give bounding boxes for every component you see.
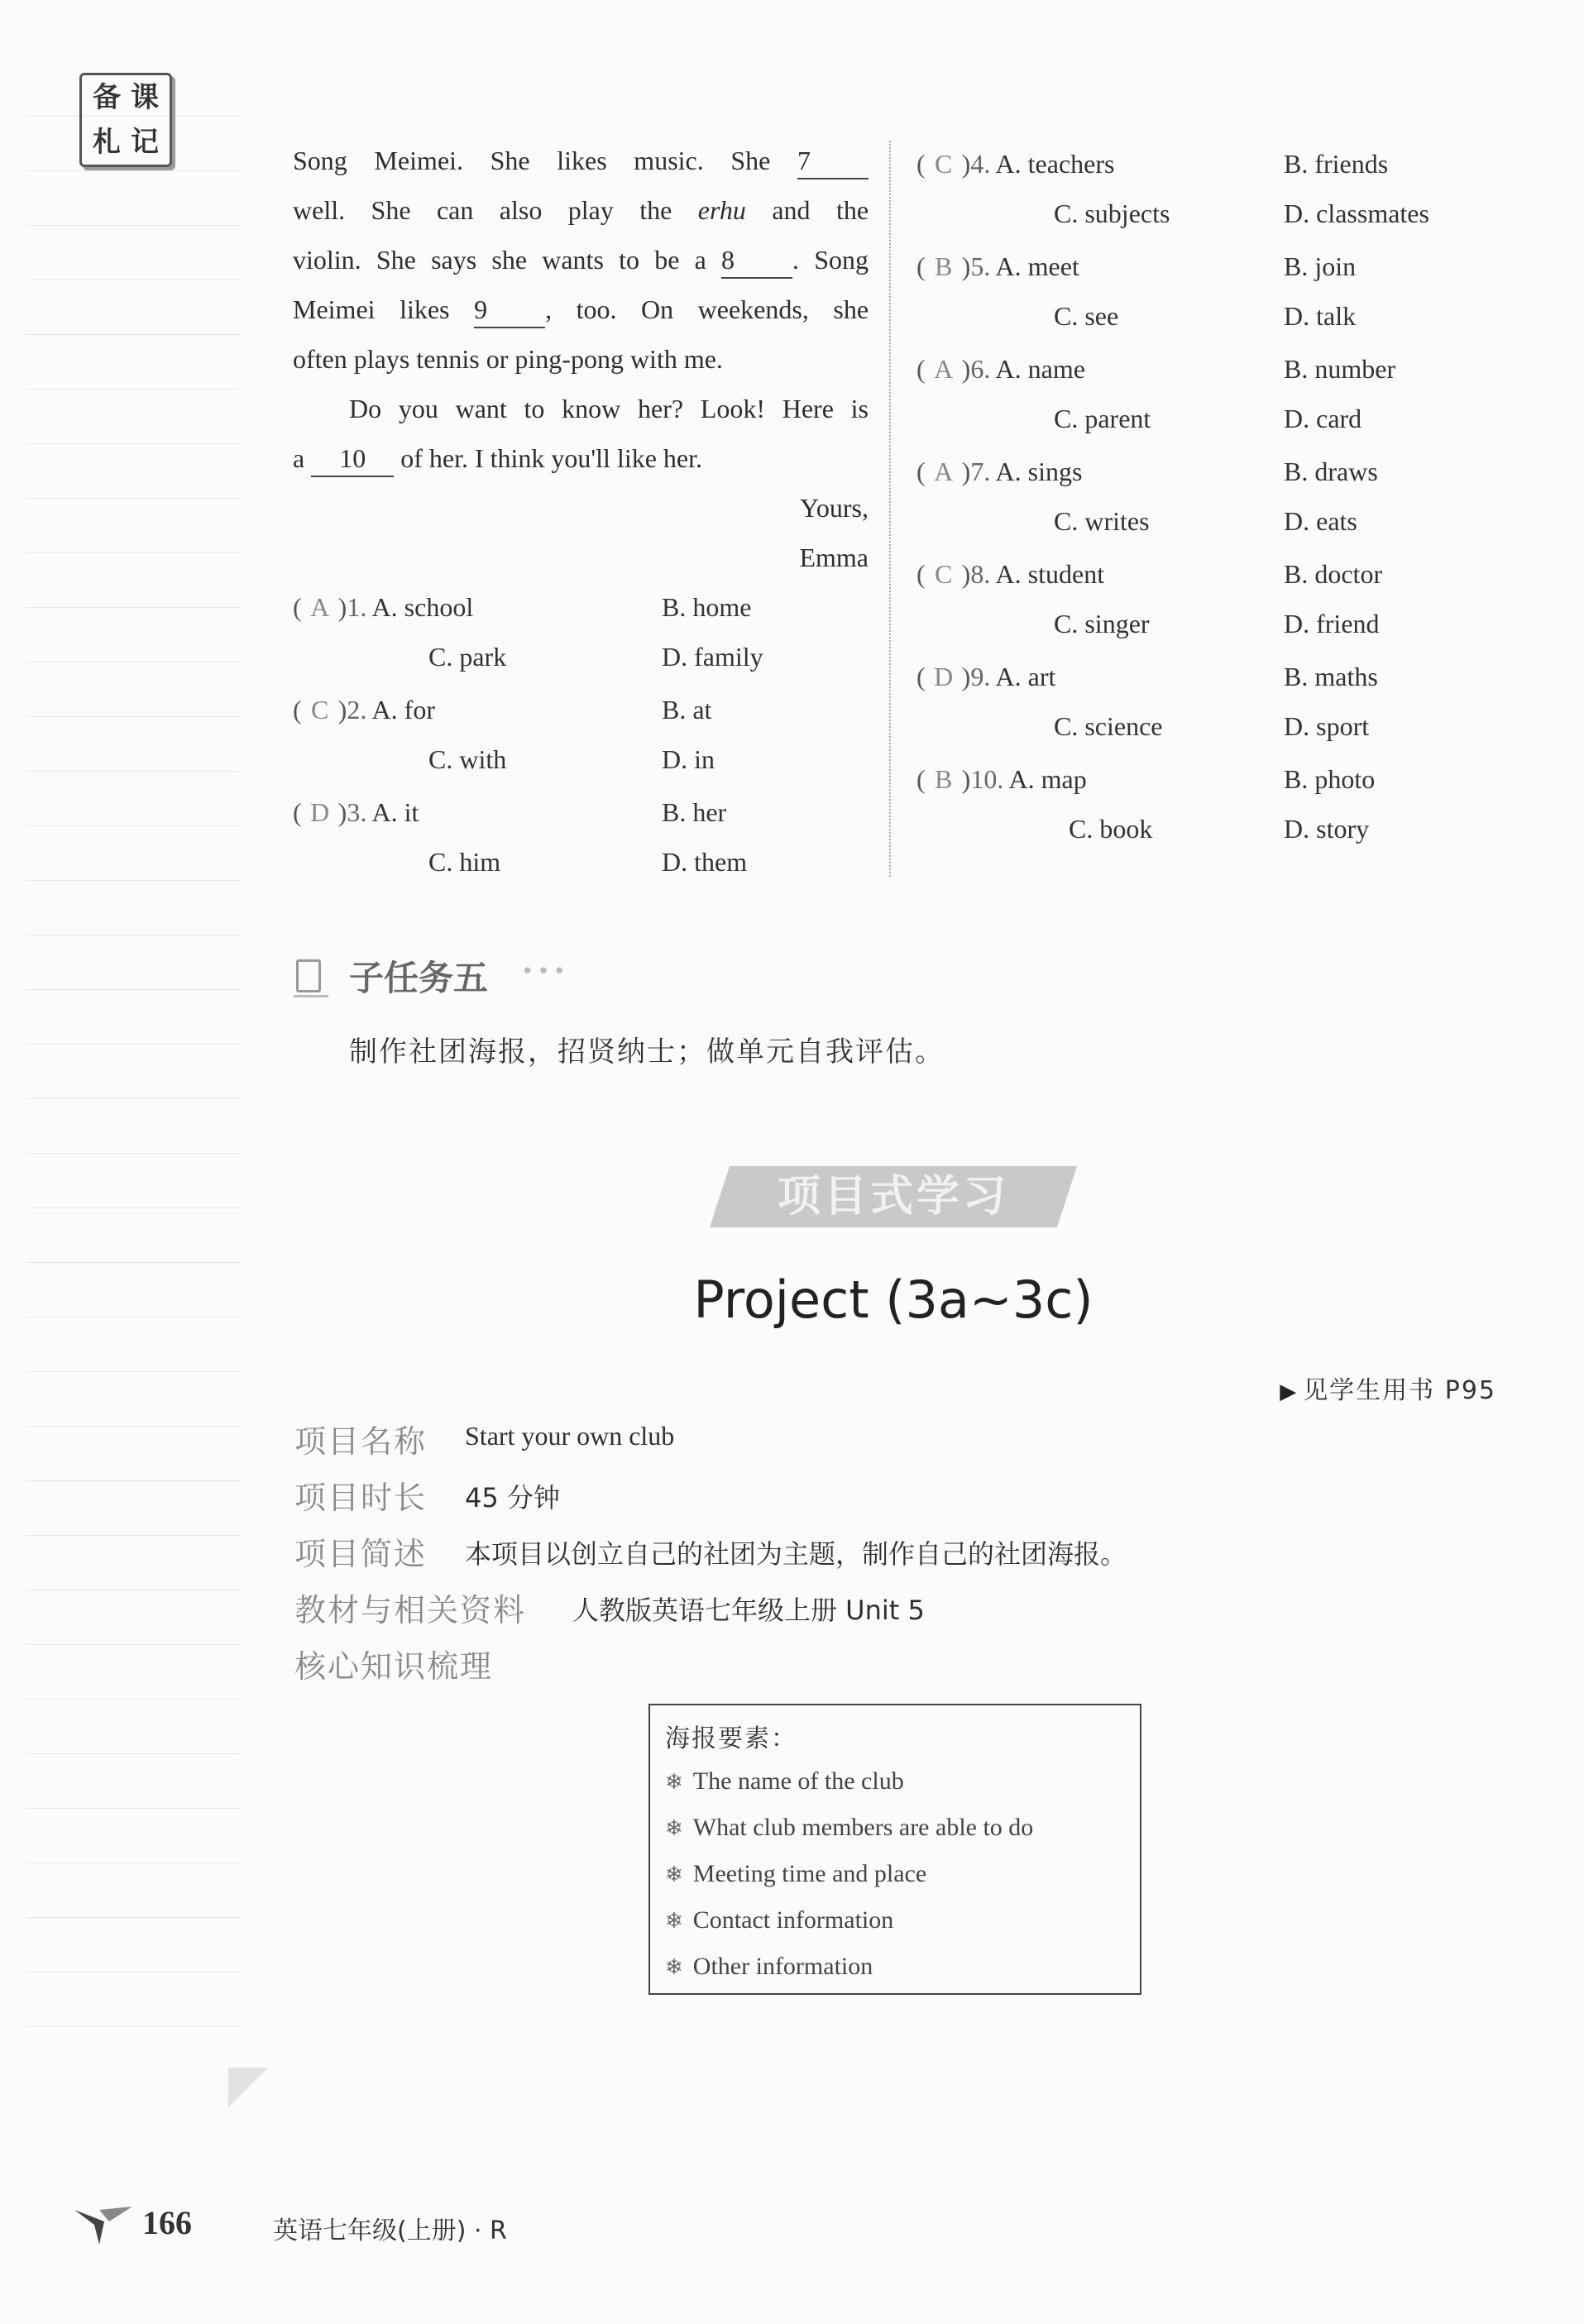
paren-open: (	[916, 559, 926, 589]
option-c: C. science	[1054, 711, 1163, 741]
snowflake-icon: ❄	[665, 1816, 683, 1840]
paren-close: )	[961, 149, 971, 179]
info-label-core-knowledge: 核心知识梳理	[294, 1648, 494, 1685]
option-b: B. join	[1284, 251, 1357, 281]
answer-letter: D	[310, 797, 330, 827]
question-number: 8.	[970, 559, 991, 589]
passage-text: , too. On weekends, she	[545, 294, 869, 324]
option-b: B. draws	[1284, 457, 1378, 486]
option-a: A. student	[995, 559, 1105, 589]
margin-rule-line	[26, 1972, 240, 1973]
passage-text: often plays tennis or ping-pong with me.	[293, 344, 723, 374]
option-a: A. art	[995, 662, 1056, 691]
poster-heading: 海报要素：	[665, 1724, 797, 1753]
question-9	[916, 660, 1055, 693]
passage-text: . Song	[792, 245, 869, 275]
subtask-description: 制作社团海报，招贤纳士；做单元自我评估。	[349, 1035, 945, 1069]
paren-close: )	[337, 797, 347, 827]
letter-closing: Yours,	[799, 493, 869, 523]
question-number: 2.	[347, 695, 367, 724]
question-10	[916, 763, 1087, 796]
subtask-dots: •••	[521, 959, 570, 984]
poster-item-text: Other information	[692, 1953, 873, 1980]
question-number: 10.	[970, 764, 1004, 794]
badge-char: 札	[93, 126, 121, 159]
option-a: A. it	[371, 797, 419, 827]
paren-close: )	[961, 251, 971, 281]
question-3	[293, 796, 419, 829]
passage-text: Song Meimei. She likes music. She	[293, 146, 771, 175]
question-5	[916, 250, 1079, 283]
option-c: C. singer	[1054, 609, 1150, 638]
option-b: B. doctor	[1284, 559, 1383, 589]
passage-italic: erhu	[697, 195, 746, 225]
info-label-duration: 项目时长	[294, 1480, 428, 1516]
margin-rule-line	[26, 607, 240, 608]
info-label-name: 项目名称	[294, 1423, 428, 1460]
question-number: 9.	[970, 662, 991, 691]
answer-letter: A	[934, 354, 954, 384]
book-title: 英语七年级(上册) · R	[273, 2216, 507, 2245]
passage-text: and the	[772, 195, 869, 225]
passage-text: Meimei likes	[293, 294, 450, 324]
answer-letter: B	[934, 251, 953, 281]
snowflake-icon: ❄	[665, 1909, 683, 1933]
margin-rule-line	[26, 1480, 240, 1481]
info-label-summary: 项目简述	[294, 1536, 428, 1572]
poster-item-text: Meeting time and place	[692, 1860, 927, 1887]
option-a: A. meet	[995, 251, 1079, 281]
page-corner-icon	[74, 2203, 132, 2245]
passage-text: a	[293, 443, 305, 473]
snowflake-icon: ❄	[665, 1955, 683, 1979]
option-b: B. at	[662, 695, 712, 724]
passage	[293, 136, 869, 582]
question-1	[293, 591, 473, 624]
option-d: D. them	[662, 847, 748, 877]
passage-text: violin. She says she wants to be a	[293, 245, 706, 275]
corner-decoration-icon	[228, 2068, 268, 2107]
margin-rule-line	[26, 170, 240, 171]
option-c: C. writes	[1054, 506, 1150, 536]
margin-rule-line	[26, 334, 240, 335]
paren-open: (	[293, 592, 302, 622]
subtask-title: 子任务五	[349, 958, 489, 998]
option-b: B. home	[662, 592, 752, 622]
passage-line	[293, 185, 869, 235]
answer-letter: C	[310, 695, 329, 724]
info-value-duration: 45 分钟	[465, 1482, 560, 1513]
poster-item	[665, 1805, 1125, 1851]
option-c: C. park	[428, 642, 507, 672]
paren-open: (	[916, 662, 926, 691]
question-7	[916, 455, 1082, 488]
margin-rule-line	[26, 989, 240, 990]
answer-letter: B	[934, 764, 953, 794]
book-icon	[296, 959, 321, 992]
option-d: D. card	[1284, 404, 1362, 433]
option-c: C. him	[428, 847, 501, 877]
project-banner-label: 项目式学习	[777, 1172, 1009, 1222]
option-d: D. eats	[1284, 506, 1357, 536]
option-d: D. story	[1284, 814, 1370, 844]
snowflake-icon: ❄	[665, 1863, 683, 1886]
notes-margin	[26, 116, 240, 2076]
margin-rule-line	[26, 1044, 240, 1045]
option-b: B. photo	[1284, 764, 1376, 794]
margin-rule-line	[26, 1699, 240, 1700]
info-value-summary: 本项目以创立自己的社团为主题，制作自己的社团海报。	[465, 1538, 1127, 1570]
passage-line	[293, 136, 869, 185]
margin-rule-line	[26, 1426, 240, 1427]
option-c: C. with	[428, 744, 507, 774]
blank-10: 10	[311, 441, 394, 477]
option-b: B. number	[1284, 354, 1396, 384]
question-number: 7.	[970, 457, 991, 486]
option-a: A. for	[371, 695, 435, 724]
question-number: 3.	[347, 797, 367, 827]
option-d: D. sport	[1284, 711, 1370, 741]
info-label-materials: 教材与相关资料	[294, 1592, 527, 1628]
margin-rule-line	[26, 716, 240, 717]
margin-rule-line	[26, 1535, 240, 1536]
badge-char: 记	[131, 126, 159, 159]
question-6	[916, 352, 1085, 385]
passage-line	[293, 433, 869, 483]
answer-letter: C	[934, 559, 953, 589]
passage-line	[293, 334, 869, 384]
margin-rule-line	[26, 880, 240, 881]
margin-rule-line	[26, 498, 240, 499]
paren-close: )	[961, 559, 971, 589]
question-number: 1.	[347, 592, 367, 622]
info-value-name: Start your own club	[465, 1421, 675, 1451]
margin-rule-line	[26, 1153, 240, 1154]
option-c: C. subjects	[1054, 198, 1170, 228]
margin-rule-line	[26, 2026, 240, 2027]
badge-char: 备	[93, 81, 121, 114]
paren-open: (	[916, 354, 926, 384]
option-a: A. name	[995, 354, 1085, 384]
poster-elements-box	[648, 1704, 1141, 1995]
paren-close: )	[337, 592, 347, 622]
paren-close: )	[961, 662, 971, 691]
option-d: D. classmates	[1284, 198, 1429, 228]
question-2	[293, 693, 435, 726]
answer-letter: C	[934, 149, 953, 179]
column-divider	[889, 141, 891, 877]
margin-rule-line	[26, 1262, 240, 1263]
margin-rule-line	[26, 771, 240, 772]
option-c: C. parent	[1054, 404, 1151, 433]
margin-rule-line	[26, 1917, 240, 1918]
page-number: 166	[142, 2204, 192, 2241]
poster-item	[665, 1851, 1125, 1897]
margin-rule-line	[26, 1207, 240, 1208]
option-d: D. friend	[1284, 609, 1380, 638]
margin-rule-line	[26, 389, 240, 390]
option-d: D. in	[662, 744, 715, 774]
answer-letter: A	[934, 457, 954, 486]
option-c: C. see	[1054, 301, 1119, 331]
paren-close: )	[337, 695, 347, 724]
passage-text: well. She can also play the	[293, 195, 672, 225]
paren-open: (	[916, 149, 926, 179]
question-number: 5.	[970, 251, 991, 281]
option-c: C. book	[1069, 814, 1153, 844]
margin-rule-line	[26, 443, 240, 444]
question-number: 4.	[970, 149, 991, 179]
margin-rule-line	[26, 1098, 240, 1099]
passage-text: of her. I think you'll like her.	[400, 443, 703, 473]
blank-9: 9	[474, 292, 545, 328]
blank-7: 7	[797, 143, 869, 179]
passage-line	[293, 285, 869, 334]
snowflake-icon: ❄	[665, 1770, 683, 1794]
margin-rule-line	[26, 1644, 240, 1645]
paren-open: (	[293, 695, 302, 724]
poster-item-text: Contact information	[692, 1906, 894, 1934]
student-book-reference: ▶ 见学生用书 P95	[1280, 1370, 1496, 1406]
paren-close: )	[961, 764, 971, 794]
option-a: A. school	[371, 592, 474, 622]
answer-letter: A	[310, 592, 330, 622]
passage-text: Do you want to know her? Look! Here is	[349, 394, 869, 423]
question-4	[916, 147, 1114, 180]
badge-char: 课	[131, 81, 159, 114]
paren-close: )	[961, 457, 971, 486]
project-title: Project (3a~3c)	[693, 1270, 1093, 1330]
paren-open: (	[916, 251, 926, 281]
poster-item	[665, 1944, 1125, 1990]
paren-open: (	[293, 797, 302, 827]
passage-line	[293, 384, 869, 433]
blank-8: 8	[721, 242, 792, 279]
poster-item	[665, 1758, 1125, 1805]
passage-line	[293, 235, 869, 285]
poster-item-text: What club members are able to do	[692, 1814, 1034, 1841]
poster-item-text: The name of the club	[692, 1767, 904, 1795]
margin-rule-line	[26, 225, 240, 226]
option-d: D. family	[662, 642, 763, 672]
margin-rule-line	[26, 1753, 240, 1754]
paren-close: )	[961, 354, 971, 384]
option-b: B. maths	[1284, 662, 1378, 691]
option-a: A. sings	[995, 457, 1083, 486]
option-a: A. map	[1008, 764, 1087, 794]
answer-letter: D	[934, 662, 954, 691]
option-d: D. talk	[1284, 301, 1357, 331]
question-8	[916, 557, 1104, 591]
poster-item	[665, 1897, 1125, 1944]
paren-open: (	[916, 764, 926, 794]
notes-badge	[79, 73, 172, 167]
margin-rule-line	[26, 552, 240, 553]
margin-rule-line	[26, 1808, 240, 1809]
margin-rule-line	[26, 825, 240, 826]
margin-rule-line	[26, 1371, 240, 1372]
letter-signature: Emma	[799, 543, 869, 572]
question-number: 6.	[970, 354, 991, 384]
paren-open: (	[916, 457, 926, 486]
option-b: B. friends	[1284, 149, 1389, 179]
option-b: B. her	[662, 797, 727, 827]
option-a: A. teachers	[995, 149, 1115, 179]
info-value-materials: 人教版英语七年级上册 Unit 5	[572, 1595, 925, 1626]
